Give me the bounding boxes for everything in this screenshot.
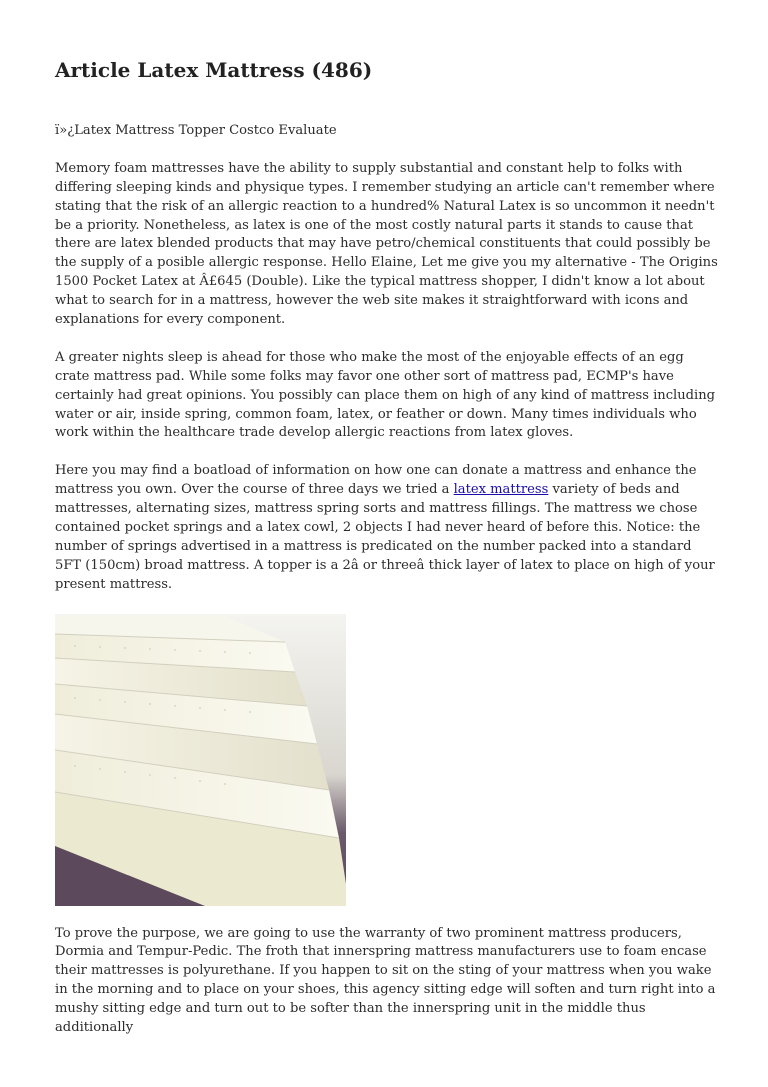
article-body xyxy=(55,122,719,1057)
latex-foam-layers-image xyxy=(55,614,346,906)
paragraph-4: To prove the purpose, we are going to use the warranty of two prominent mattress producers, Dormia and Tempur-Pedic. The froth that innerspring mattress manufacturers use to foam encase their mattresses is polyurethane. If you happen to sit on the sting of your mattress when you wake in the morning and to place on your shoes, this agency sitting edge will soften and turn right into a mushy sitting edge and turn out to be softer than the innerspring unit in the middle thus additionally xyxy=(55,925,716,1036)
article-subtitle: ï»¿Latex Mattress Topper Costco Evaluate xyxy=(55,123,337,138)
latex-mattress-link[interactable]: latex mattress xyxy=(453,482,549,498)
paragraph-1: Memory foam mattresses have the ability to supply substantial and constant help to folks with differing sleeping kinds and physique types. I remember studying an article can't remember where stating that the risk of an allergic reaction to a hundred% Natural Latex is so uncommon it needn't be a priority. Nonetheless, as latex is one of the most costly natural parts it stands to cause that there are latex blended products that may have petro/chemical constituents that could possibly be the supply of a posible allergic response. Hello Elaine, Let me give you my alternative - The Origins 1500 Pocket Latex at Â£645 (Double). Like the typical mattress shopper, I didn't know a lot about what to search for in a mattress, however the web site makes it straightforward with icons and explanations for every component. xyxy=(55,160,718,328)
paragraph-2: A greater nights sleep is ahead for those who make the most of the enjoyable effects of an egg crate mattress pad. While some folks may favor one other sort of mattress pad, ECMP's have certainly had great opinions. You possibly can place them on high of any kind of mattress including water or air, inside spring, common foam, latex, or feather or down. Many times individuals who work within the healthcare trade develop allergic reactions from latex gloves. xyxy=(55,349,716,441)
paragraph-3-text-b: variety of beds and mattresses, alternating sizes, mattress spring sorts and mattress fillings. The mattress we chose contained pocket springs and a latex cowl, 2 objects I had never heard of before this. Notice: the number of springs advertised in a mattress is predicated on the number packed into a standard 5FT (150cm) broad mattress. A topper is a 2â or threeâ thick layer of latex to place on high of your present mattress. xyxy=(55,482,715,592)
article-title: Article Latex Mattress (486) xyxy=(55,58,373,82)
paragraph-3-text-a: Here you may find a boatload of information on how one can donate a mattress and enhance the mattress you own. Over the course of three days we tried a xyxy=(55,463,697,498)
paragraph-3 xyxy=(55,462,719,594)
